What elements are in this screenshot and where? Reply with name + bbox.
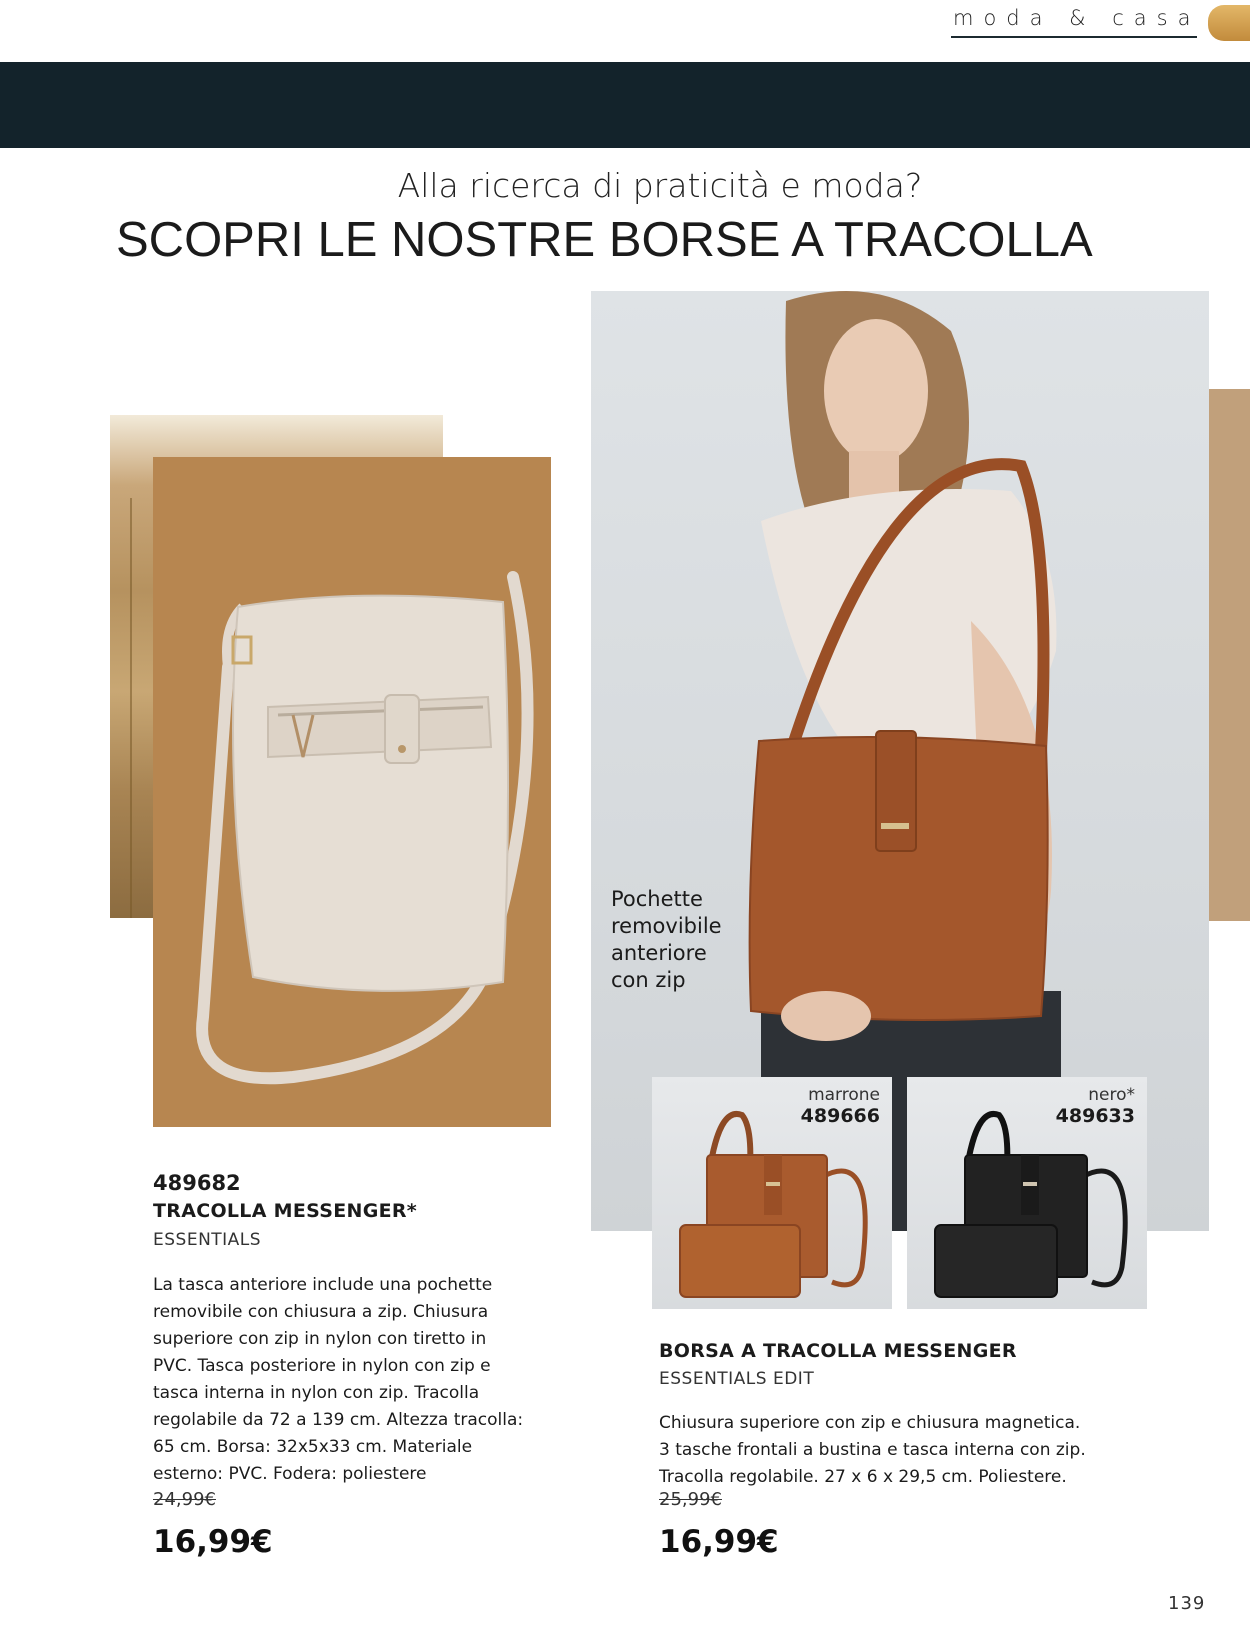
- gold-tab: [1208, 5, 1250, 41]
- callout-line: removibile: [611, 914, 722, 938]
- variant-code: 489633: [1055, 1105, 1135, 1127]
- product-name: TRACOLLA MESSENGER*: [153, 1200, 418, 1222]
- callout-line: anteriore: [611, 941, 707, 965]
- variant-card-nero[interactable]: [907, 1077, 1147, 1309]
- description-line: 65 cm. Borsa: 32x5x33 cm. Materiale: [153, 1437, 473, 1457]
- description-line: 3 tasche frontali a bustina e tasca interna con zip.: [659, 1440, 1086, 1460]
- page-number: 139: [1168, 1593, 1206, 1614]
- product-code: 489682: [153, 1171, 241, 1195]
- cream-messenger-bag-image: [153, 457, 551, 1127]
- variant-code: 489666: [800, 1105, 880, 1127]
- page-title: SCOPRI LE NOSTRE BORSE A TRACOLLA: [116, 213, 1093, 267]
- page-subtitle: Alla ricerca di praticità e moda?: [397, 166, 923, 205]
- section-label: moda & casa: [953, 6, 1201, 30]
- old-price: 24,99€: [153, 1489, 216, 1510]
- price: 16,99€: [153, 1524, 273, 1560]
- section-underline: [951, 36, 1197, 38]
- description-line: Tracolla regolabile. 27 x 6 x 29,5 cm. Poliestere.: [659, 1467, 1067, 1487]
- description-line: Chiusura superiore con zip e chiusura magnetica.: [659, 1413, 1081, 1433]
- product-line: ESSENTIALS EDIT: [659, 1369, 815, 1389]
- description-line: tasca interna in nylon con zip. Tracolla: [153, 1383, 480, 1403]
- description-line: La tasca anteriore include una pochette: [153, 1275, 493, 1295]
- product-line: ESSENTIALS: [153, 1230, 262, 1250]
- description-line: superiore con zip in nylon con tiretto in: [153, 1329, 487, 1349]
- product-description: [659, 1410, 1086, 1491]
- product-name: BORSA A TRACOLLA MESSENGER: [659, 1340, 1017, 1362]
- description-line: PVC. Tasca posteriore in nylon con zip e: [153, 1356, 491, 1376]
- product-description: [153, 1272, 523, 1488]
- variant-color-label: marrone: [808, 1085, 880, 1105]
- tan-side-strip: [1209, 389, 1250, 921]
- callout-line: Pochette: [611, 887, 703, 911]
- old-price: 25,99€: [659, 1489, 722, 1510]
- description-line: removibile con chiusura a zip. Chiusura: [153, 1302, 489, 1322]
- header-band: [0, 62, 1250, 148]
- callout-line: con zip: [611, 968, 686, 992]
- variant-card-marrone[interactable]: [652, 1077, 892, 1309]
- description-line: esterno: PVC. Fodera: poliestere: [153, 1464, 427, 1484]
- variant-color-label: nero*: [1088, 1085, 1135, 1105]
- pochette-callout: [611, 886, 722, 994]
- description-line: regolabile da 72 a 139 cm. Altezza tracolla:: [153, 1410, 524, 1430]
- price: 16,99€: [659, 1524, 779, 1560]
